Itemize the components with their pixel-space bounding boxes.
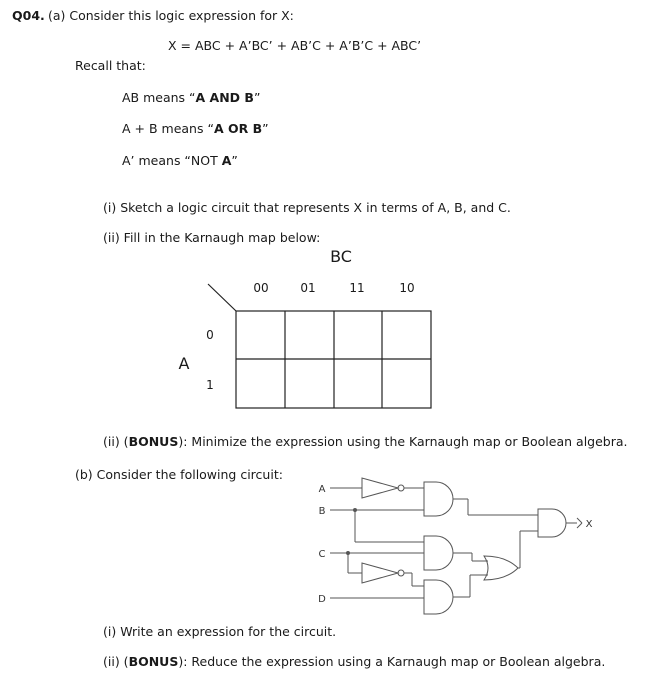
- question-b-bonus: (ii) (BONUS): Reduce the expression using a Karnaugh map or Boolean algebra.: [103, 654, 606, 669]
- not-gate: [362, 478, 398, 498]
- question-b-i: (i) Write an expression for the circuit.: [103, 624, 337, 639]
- question-number: Q04.: [12, 8, 45, 23]
- input-label-d: D: [318, 594, 326, 605]
- and-gate: [424, 536, 453, 570]
- and-gate: [424, 580, 453, 614]
- kmap-row-label: 1: [206, 378, 214, 392]
- kmap-col-label: 11: [349, 281, 365, 295]
- wire: [577, 523, 582, 528]
- and-gate: [424, 482, 453, 516]
- not-gate: [362, 563, 398, 583]
- definition-or: A + B means “A OR B”: [122, 121, 269, 136]
- kmap-col-variable: BC: [330, 247, 352, 266]
- definition-and: AB means “A AND B”: [122, 90, 261, 105]
- kmap-row-label: 0: [206, 328, 214, 342]
- kmap-col-label: 10: [399, 281, 415, 295]
- kmap-col-label: 01: [300, 281, 316, 295]
- and-gate: [538, 509, 566, 537]
- kmap-row-variable: A: [178, 354, 190, 373]
- wire-junction: [347, 552, 350, 555]
- wire-junction: [354, 509, 357, 512]
- part-a-intro: (a) Consider this logic expression for X:: [48, 8, 294, 23]
- question-a-i: (i) Sketch a logic circuit that represents X in terms of A, B, and C.: [103, 200, 511, 215]
- output-label-x: X: [585, 519, 593, 530]
- logic-expression: X = ABC + A’BC’ + AB’C + A’B’C + ABC’: [168, 38, 422, 53]
- input-label-a: A: [318, 484, 326, 495]
- input-label-b: B: [318, 506, 326, 517]
- wire: [577, 518, 582, 523]
- recall-label: Recall that:: [75, 58, 146, 73]
- part-b-intro: (b) Consider the following circuit:: [75, 467, 283, 482]
- definition-not: A’ means “NOT A”: [122, 153, 238, 168]
- kmap-col-label: 00: [253, 281, 269, 295]
- question-a-ii: (ii) Fill in the Karnaugh map below:: [103, 230, 321, 245]
- input-label-c: C: [318, 549, 326, 560]
- question-a-bonus: (ii) (BONUS): Minimize the expression using the Karnaugh map or Boolean algebra.: [103, 434, 628, 449]
- or-gate: [484, 556, 518, 580]
